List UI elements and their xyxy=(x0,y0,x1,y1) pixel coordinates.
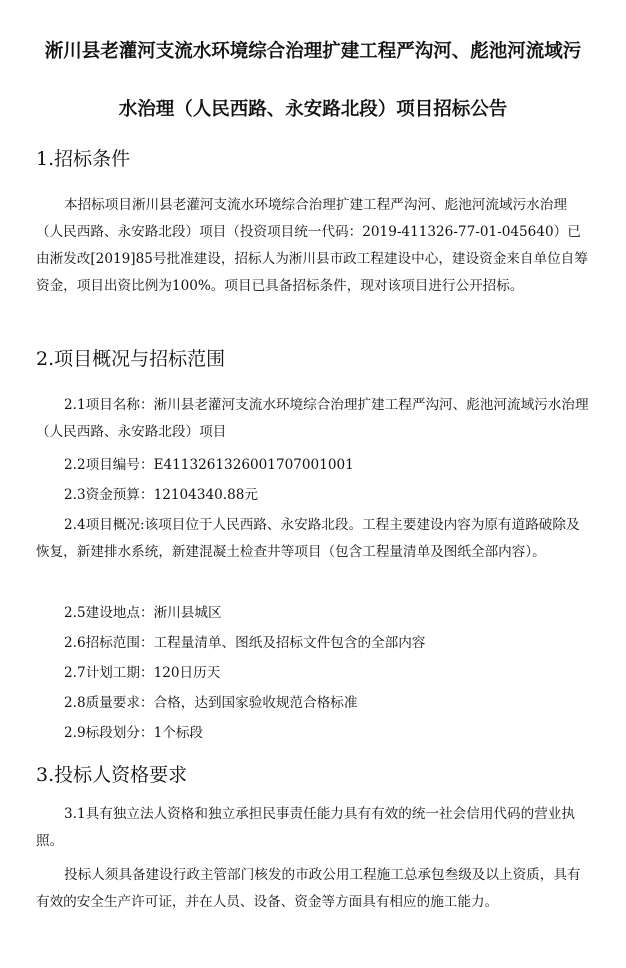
item-2-8-quality: 2.8质量要求：合格，达到国家验收规范合格标准 xyxy=(64,695,358,711)
item-2-7-duration: 2.7计划工期：120日历天 xyxy=(64,665,221,681)
item-2-6-scope: 2.6招标范围：工程量清单、图纸及招标文件包含的全部内容 xyxy=(64,635,426,651)
item-2-5-location: 2.5建设地点：淅川县城区 xyxy=(64,605,222,621)
item-2-1-project-name: 2.1项目名称：淅川县老灌河支流水环境综合治理扩建工程严沟河、彪池河流域污水治理（人民西路、永安路北段）项目 xyxy=(36,397,589,440)
section-3-heading: 3.投标人资格要求 xyxy=(36,764,188,786)
section-1-heading: 1.招标条件 xyxy=(36,148,131,170)
section-1-paragraph: 本招标项目淅川县老灌河支流水环境综合治理扩建工程严沟河、彪池河流域污水治理（人民西路、永安路北段）项目（投资项目统一代码：2019-411326-77-01-045640）已由淅发改[2019]85号批准建设，招标人为淅川县市政工程建设中心，建设资金来自单位自筹资金，项目出资比例为100%。项目已具备招标条件，现对该项目进行公开招标。 xyxy=(36,197,588,294)
item-3-1-license: 3.1具有独立法人资格和独立承担民事责任能力具有有效的统一社会信用代码的营业执照。 xyxy=(36,806,575,849)
section-2-heading: 2.项目概况与招标范围 xyxy=(36,348,226,370)
item-2-4-overview: 2.4项目概况:该项目位于人民西路、永安路北段。工程主要建设内容为原有道路破除及恢复，新建排水系统，新建混凝土检查井等项目（包含工程量清单及图纸全部内容）。 xyxy=(36,517,580,560)
title-line-1: 淅川县老灌河支流水环境综合治理扩建工程严沟河、彪池河流域污 xyxy=(44,41,582,62)
title-line-2: 水治理（人民西路、永安路北段）项目招标公告 xyxy=(118,99,508,120)
item-2-9-lots: 2.9标段划分：1个标段 xyxy=(64,725,204,741)
item-2-3-budget: 2.3资金预算：12104340.88元 xyxy=(64,487,258,503)
section-3-qualification-paragraph: 投标人须具备建设行政主管部门核发的市政公用工程施工总承包叁级及以上资质，具有有效的安全生产许可证，并在人员、设备、资金等方面具有相应的施工能力。 xyxy=(36,867,581,910)
item-2-2-project-number: 2.2项目编号：E4113261326001707001001 xyxy=(64,457,354,473)
